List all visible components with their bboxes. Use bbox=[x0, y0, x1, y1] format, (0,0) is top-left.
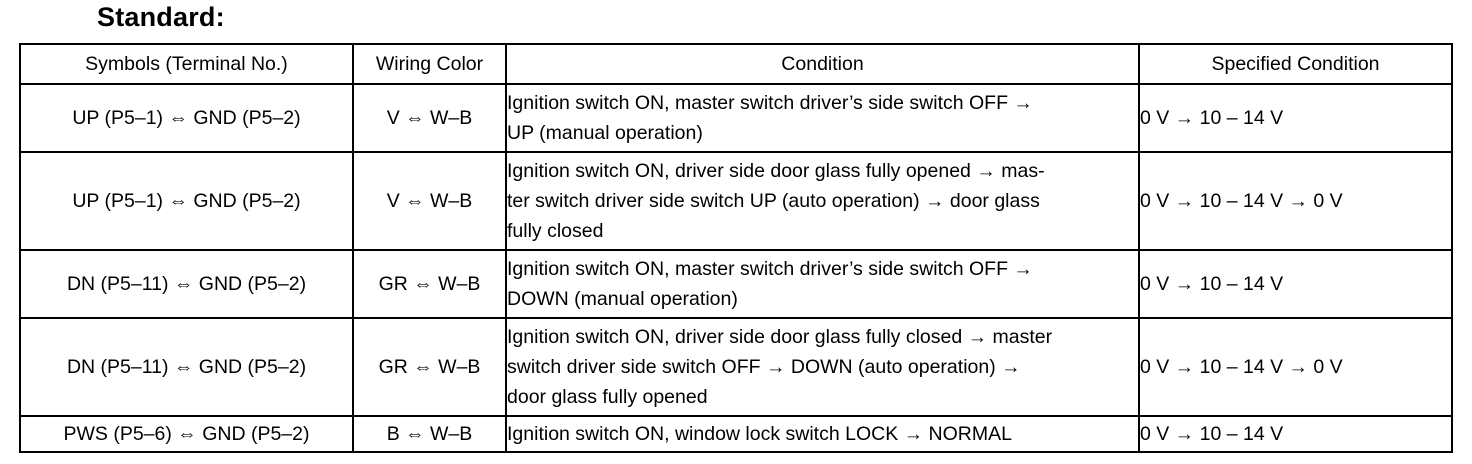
specified-condition-cell: 0 V → 10 – 14 V bbox=[1139, 84, 1452, 152]
specified-condition-cell: 0 V → 10 – 14 V bbox=[1139, 416, 1452, 452]
table-row bbox=[20, 416, 1452, 452]
condition-cell bbox=[506, 318, 1139, 416]
wiring-color-cell: V ⇔ W–B bbox=[353, 152, 506, 250]
condition-line: Ignition switch ON, master switch driver’s side switch OFF → bbox=[507, 258, 1033, 280]
condition-line: ter switch driver side switch UP (auto operation) → door glass bbox=[507, 190, 1040, 212]
condition-line: Ignition switch ON, driver side door glass fully opened → mas- bbox=[507, 160, 1045, 182]
specified-condition-cell: 0 V → 10 – 14 V bbox=[1139, 250, 1452, 318]
condition-line: Ignition switch ON, driver side door glass fully closed → master bbox=[507, 326, 1053, 348]
table-row bbox=[20, 152, 1452, 250]
condition-line: fully closed bbox=[507, 220, 604, 242]
header-specified-condition: Specified Condition bbox=[1139, 44, 1452, 84]
condition-line: Ignition switch ON, window lock switch LOCK → NORMAL bbox=[507, 423, 1012, 445]
condition-line: door glass fully opened bbox=[507, 386, 708, 408]
condition-cell bbox=[506, 152, 1139, 250]
header-symbols: Symbols (Terminal No.) bbox=[20, 44, 353, 84]
table-row bbox=[20, 250, 1452, 318]
wiring-color-cell: B ⇔ W–B bbox=[353, 416, 506, 452]
section-heading: Standard: bbox=[97, 2, 225, 32]
specified-condition-cell: 0 V → 10 – 14 V → 0 V bbox=[1139, 152, 1452, 250]
condition-line: switch driver side switch OFF → DOWN (auto operation) → bbox=[507, 356, 1021, 378]
condition-line: Ignition switch ON, master switch driver’s side switch OFF → bbox=[507, 92, 1033, 114]
wiring-color-cell: GR ⇔ W–B bbox=[353, 318, 506, 416]
symbols-cell: DN (P5–11) ⇔ GND (P5–2) bbox=[20, 318, 353, 416]
condition-line: UP (manual operation) bbox=[507, 122, 703, 144]
symbols-cell: UP (P5–1) ⇔ GND (P5–2) bbox=[20, 152, 353, 250]
condition-cell bbox=[506, 416, 1139, 452]
table-row bbox=[20, 318, 1452, 416]
table-row bbox=[20, 84, 1452, 152]
wiring-color-cell: V ⇔ W–B bbox=[353, 84, 506, 152]
symbols-cell: DN (P5–11) ⇔ GND (P5–2) bbox=[20, 250, 353, 318]
header-wiring-color: Wiring Color bbox=[353, 44, 506, 84]
specified-condition-cell: 0 V → 10 – 14 V → 0 V bbox=[1139, 318, 1452, 416]
condition-cell bbox=[506, 250, 1139, 318]
header-condition: Condition bbox=[506, 44, 1139, 84]
wiring-color-cell: GR ⇔ W–B bbox=[353, 250, 506, 318]
condition-cell bbox=[506, 84, 1139, 152]
condition-line: DOWN (manual operation) bbox=[507, 288, 738, 310]
table-header-row bbox=[20, 44, 1452, 84]
symbols-cell: PWS (P5–6) ⇔ GND (P5–2) bbox=[20, 416, 353, 452]
symbols-cell: UP (P5–1) ⇔ GND (P5–2) bbox=[20, 84, 353, 152]
standard-spec-table bbox=[19, 43, 1453, 453]
